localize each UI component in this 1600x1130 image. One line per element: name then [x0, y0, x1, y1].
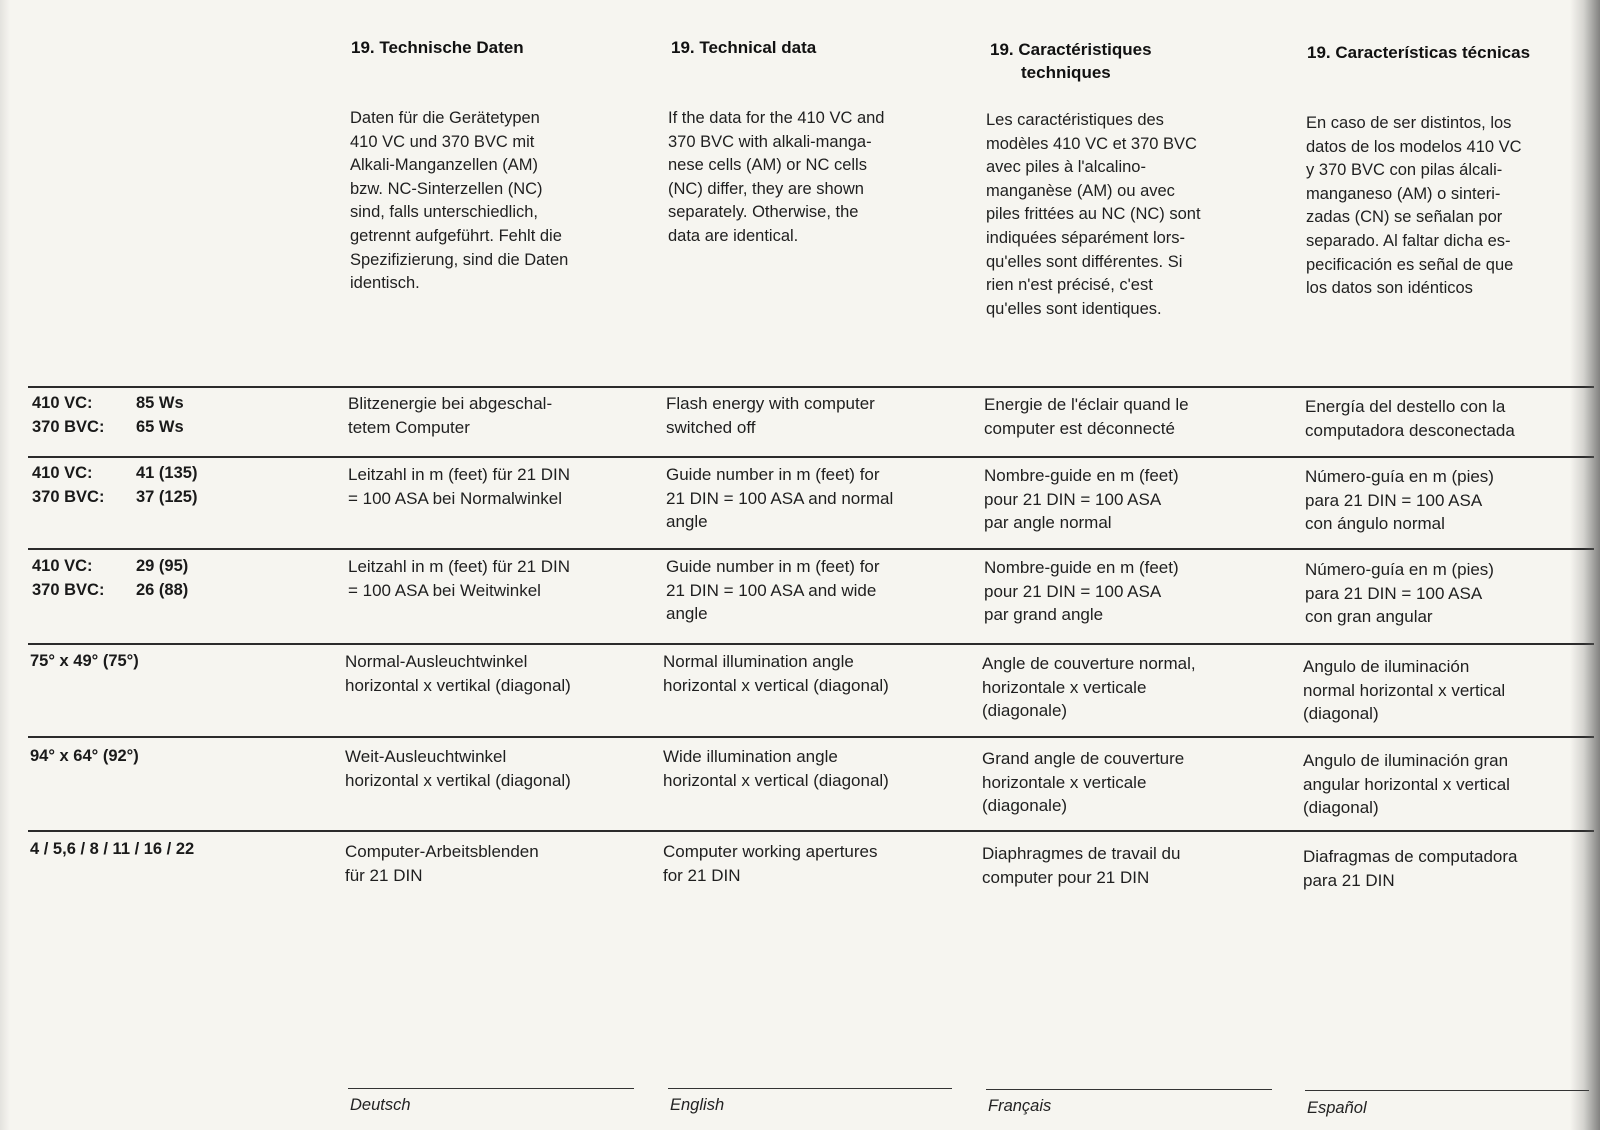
cell-line: (diagonale) — [982, 701, 1068, 720]
spec-wide-illumination-angle — [30, 745, 139, 769]
cell-line: 21 DIN = 100 ASA and normal — [666, 488, 894, 508]
cell-line: Grand angle de couverture — [982, 749, 1185, 768]
cell-line: con gran angular — [1305, 607, 1433, 626]
cell-line: Nombre-guide en m (feet) — [984, 466, 1179, 485]
intro-line: data are identical. — [668, 226, 799, 245]
spec-model-label: 370 BVC: — [32, 417, 105, 436]
cell-line: horizontal x vertikal (diagonal) — [345, 675, 571, 695]
intro-line: pecificación es señal de que — [1306, 255, 1514, 274]
intro-espanol — [1306, 112, 1522, 301]
cell-line: normal horizontal x vertical — [1303, 680, 1506, 700]
cell-line: Angulo de iluminación — [1303, 657, 1470, 676]
cell-de-working-apertures — [345, 840, 539, 887]
row-divider — [28, 386, 1594, 388]
cell-line: Angle de couverture normal, — [982, 654, 1196, 673]
intro-line: piles frittées au NC (NC) sont — [986, 205, 1201, 224]
cell-line: Weit-Ausleuchtwinkel — [345, 747, 507, 766]
cell-line: Wide illumination angle — [663, 747, 838, 766]
intro-line: getrennt aufgeführt. Fehlt die — [350, 226, 562, 245]
spec-guide-number-normal — [32, 462, 197, 509]
spec-value: 4 / 5,6 / 8 / 11 / 16 / 22 — [30, 840, 195, 858]
cell-line: horizontal x vertical (diagonal) — [663, 770, 889, 790]
intro-line: manganeso (AM) o sinteri- — [1306, 184, 1501, 203]
spec-flash-energy — [32, 392, 184, 439]
cell-es-guide-number-wide — [1305, 558, 1494, 629]
spec-normal-illumination-angle — [30, 650, 139, 674]
cell-line: computadora desconectada — [1305, 420, 1515, 440]
intro-line: Daten für die Gerätetypen — [350, 109, 540, 127]
intro-line: y 370 BVC con pilas álcali- — [1306, 161, 1503, 180]
cell-line: 21 DIN = 100 ASA and wide — [666, 580, 877, 600]
cell-fr-guide-number-normal — [984, 464, 1179, 535]
footer-english: English — [670, 1096, 725, 1114]
cell-fr-wide-illumination — [982, 747, 1184, 818]
cell-fr-working-apertures — [982, 842, 1180, 889]
intro-deutsch — [350, 107, 568, 296]
title-francais — [990, 38, 1152, 84]
cell-line: angle — [666, 604, 708, 623]
intro-line: los datos son idénticos — [1306, 279, 1473, 298]
cell-line: par grand angle — [984, 605, 1104, 624]
cell-line: Computer-Arbeitsblenden — [345, 842, 539, 861]
spec-value: 26 (88) — [136, 580, 189, 599]
row-divider — [28, 456, 1594, 458]
cell-fr-normal-illumination — [982, 652, 1196, 723]
intro-line: zadas (CN) se señalan por — [1306, 208, 1503, 227]
row-divider — [28, 548, 1594, 550]
cell-line: horizontal x vertical (diagonal) — [663, 675, 889, 695]
cell-en-guide-number-wide — [666, 555, 880, 626]
intro-line: Les caractéristiques des — [986, 111, 1164, 129]
spec-value: 37 (125) — [136, 487, 198, 506]
intro-line: (NC) differ, they are shown — [668, 179, 864, 198]
title-deutsch: 19. Technische Daten — [351, 38, 524, 57]
spec-guide-number-wide — [32, 555, 188, 602]
cell-line: computer pour 21 DIN — [982, 867, 1150, 887]
intro-line: identisch. — [350, 274, 420, 293]
footer-espanol: Español — [1307, 1099, 1367, 1117]
spec-value: 29 (95) — [136, 557, 189, 575]
intro-line: indiquées séparément lors- — [986, 228, 1186, 247]
spec-value: 85 Ws — [136, 394, 184, 412]
intro-line: qu'elles sont différentes. Si — [986, 252, 1183, 271]
spec-value: 65 Ws — [136, 417, 184, 436]
cell-line: horizontal x vertikal (diagonal) — [345, 770, 571, 790]
cell-line: Computer working apertures — [663, 842, 878, 861]
footer-francais: Français — [988, 1097, 1052, 1115]
cell-line: Normal-Ausleuchtwinkel — [345, 652, 528, 671]
cell-line: para 21 DIN — [1303, 870, 1395, 890]
cell-fr-guide-number-wide — [984, 556, 1179, 627]
cell-en-working-apertures — [663, 840, 877, 887]
cell-line: con ángulo normal — [1305, 514, 1445, 533]
row-divider — [28, 643, 1594, 645]
intro-francais — [986, 109, 1201, 321]
intro-line: manganèse (AM) ou avec — [986, 181, 1175, 200]
footer-deutsch: Deutsch — [350, 1096, 411, 1114]
cell-de-wide-illumination — [345, 745, 571, 792]
footer-rule-deutsch — [348, 1088, 634, 1089]
cell-line: Diaphragmes de travail du — [982, 844, 1181, 863]
cell-line: Normal illumination angle — [663, 652, 854, 671]
cell-en-wide-illumination — [663, 745, 889, 792]
title-francais-line: techniques — [1021, 63, 1111, 82]
intro-line: 370 BVC with alkali-manga- — [668, 132, 872, 151]
cell-en-normal-illumination — [663, 650, 889, 697]
intro-line: nese cells (AM) or NC cells — [668, 156, 867, 175]
cell-line: Diafragmas de computadora — [1303, 847, 1518, 866]
cell-fr-flash-energy — [984, 393, 1189, 440]
cell-line: = 100 ASA bei Normalwinkel — [348, 488, 563, 508]
intro-english — [668, 107, 884, 249]
intro-line: 410 VC und 370 BVC mit — [350, 132, 535, 151]
cell-line: (diagonale) — [982, 796, 1068, 815]
cell-line: Número-guía en m (pies) — [1305, 467, 1494, 486]
intro-line: Alkali-Manganzellen (AM) — [350, 156, 538, 175]
cell-line: switched off — [666, 417, 756, 437]
cell-line: computer est déconnecté — [984, 418, 1175, 438]
footer-rule-espanol — [1305, 1090, 1589, 1091]
cell-line: Leitzahl in m (feet) für 21 DIN — [348, 465, 571, 484]
cell-en-flash-energy — [666, 392, 875, 439]
cell-line: Guide number in m (feet) for — [666, 465, 880, 484]
spec-value: 75° x 49° (75°) — [30, 652, 139, 670]
cell-line: pour 21 DIN = 100 ASA — [984, 581, 1162, 601]
row-divider — [28, 736, 1594, 738]
cell-line: pour 21 DIN = 100 ASA — [984, 489, 1162, 509]
cell-line: par angle normal — [984, 513, 1112, 532]
page-right-shadow — [1570, 0, 1600, 1130]
intro-line: qu'elles sont identiques. — [986, 299, 1162, 318]
cell-en-guide-number-normal — [666, 463, 893, 534]
spec-model-label: 370 BVC: — [32, 487, 105, 506]
cell-line: angle — [666, 512, 708, 531]
cell-line: for 21 DIN — [663, 865, 741, 885]
spec-model-label: 410 VC: — [32, 557, 93, 575]
intro-line: modèles 410 VC et 370 BVC — [986, 134, 1197, 153]
row-divider — [28, 830, 1594, 832]
cell-line: Blitzenergie bei abgeschal- — [348, 394, 553, 413]
intro-line: datos de los modelos 410 VC — [1306, 137, 1522, 156]
footer-rule-english — [668, 1088, 952, 1089]
intro-line: bzw. NC-Sinterzellen (NC) — [350, 179, 543, 198]
cell-es-guide-number-normal — [1305, 465, 1494, 536]
intro-line: separado. Al faltar dicha es- — [1306, 231, 1511, 250]
cell-line: = 100 ASA bei Weitwinkel — [348, 580, 541, 600]
cell-line: Energía del destello con la — [1305, 397, 1506, 416]
cell-line: Flash energy with computer — [666, 394, 875, 413]
spec-value: 94° x 64° (92°) — [30, 747, 139, 765]
intro-line: If the data for the 410 VC and — [668, 109, 885, 127]
page-left-shadow — [0, 0, 10, 1130]
cell-de-guide-number-wide — [348, 555, 570, 602]
intro-line: avec piles à l'alcalino- — [986, 158, 1146, 177]
spec-model-label: 370 BVC: — [32, 580, 105, 599]
intro-line: Spezifizierung, sind die Daten — [350, 250, 569, 269]
cell-line: para 21 DIN = 100 ASA — [1305, 583, 1483, 603]
footer-rule-francais — [986, 1089, 1272, 1090]
intro-line: separately. Otherwise, the — [668, 203, 859, 222]
cell-line: Nombre-guide en m (feet) — [984, 558, 1179, 577]
cell-line: Leitzahl in m (feet) für 21 DIN — [348, 557, 571, 576]
cell-line: (diagonal) — [1303, 798, 1379, 817]
title-francais-line: 19. Caractéristiques — [990, 40, 1152, 59]
cell-line: horizontale x verticale — [982, 677, 1147, 697]
cell-es-working-apertures — [1303, 845, 1518, 892]
spec-model-label: 410 VC: — [32, 464, 93, 482]
cell-line: Guide number in m (feet) for — [666, 557, 880, 576]
cell-line: Angulo de iluminación gran — [1303, 751, 1509, 770]
cell-line: angular horizontal x vertical — [1303, 774, 1510, 794]
intro-line: sind, falls unterschiedlich, — [350, 203, 539, 222]
cell-line: für 21 DIN — [345, 865, 423, 885]
cell-line: (diagonal) — [1303, 704, 1379, 723]
cell-de-normal-illumination — [345, 650, 571, 697]
cell-line: horizontale x verticale — [982, 772, 1147, 792]
cell-line: Número-guía en m (pies) — [1305, 560, 1494, 579]
cell-line: Energie de l'éclair quand le — [984, 395, 1189, 414]
spec-working-apertures — [30, 838, 194, 862]
cell-es-wide-illumination — [1303, 749, 1510, 820]
spec-value: 41 (135) — [136, 464, 198, 482]
spec-model-label: 410 VC: — [32, 394, 93, 412]
cell-de-flash-energy — [348, 392, 552, 439]
title-english: 19. Technical data — [671, 38, 817, 57]
cell-es-normal-illumination — [1303, 655, 1505, 726]
cell-line: para 21 DIN = 100 ASA — [1305, 490, 1483, 510]
cell-de-guide-number-normal — [348, 463, 570, 510]
cell-line: tetem Computer — [348, 417, 470, 437]
intro-line: En caso de ser distintos, los — [1306, 114, 1512, 132]
intro-line: rien n'est précisé, c'est — [986, 276, 1153, 295]
cell-es-flash-energy — [1305, 395, 1515, 442]
title-espanol: 19. Características técnicas — [1307, 43, 1531, 62]
